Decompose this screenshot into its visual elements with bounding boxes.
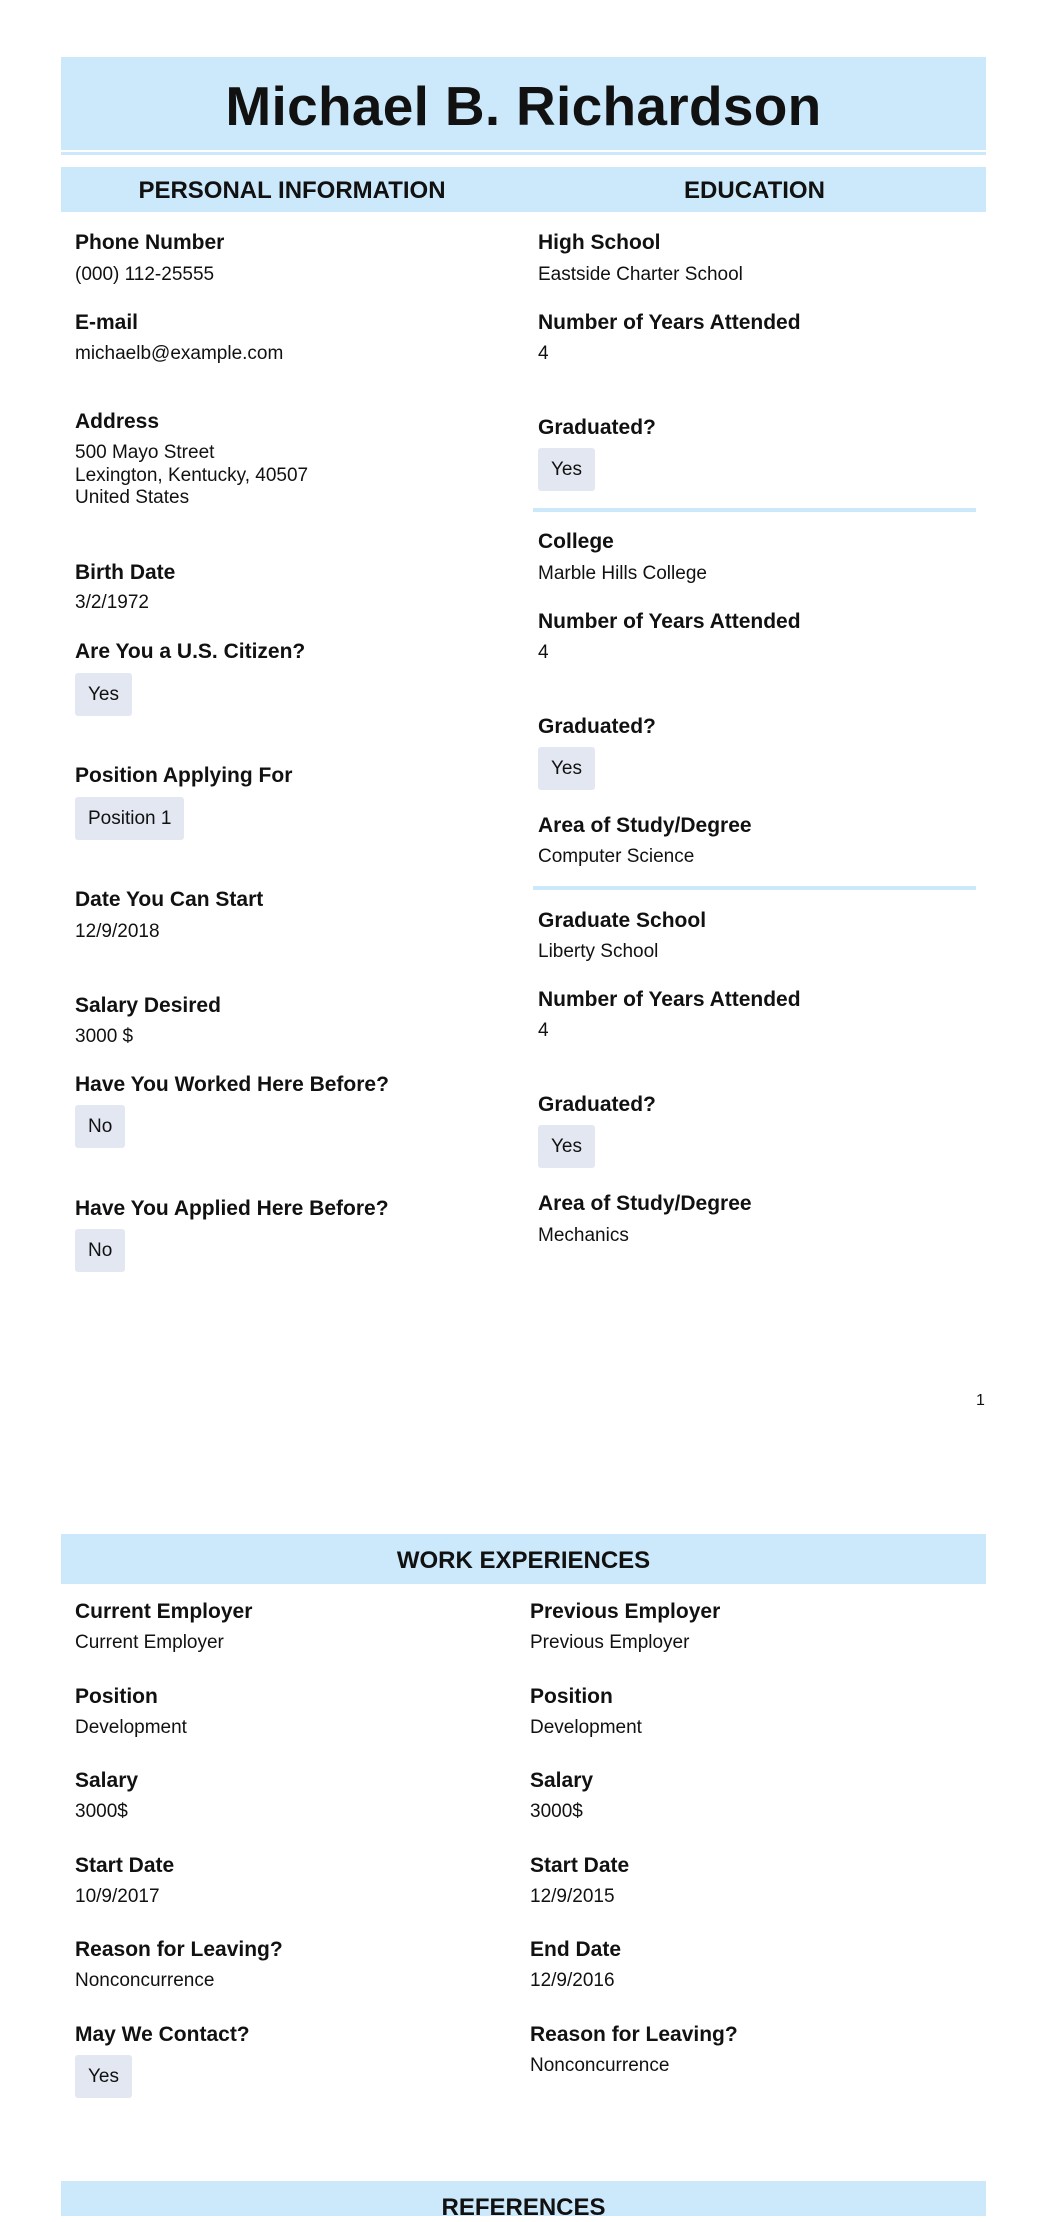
applicant-name: Michael B. Richardson — [225, 75, 822, 137]
salary-desired-label: Salary Desired — [75, 994, 221, 1017]
applied-before-chip: No — [75, 1229, 125, 1272]
hs-years-label: Number of Years Attended — [538, 311, 801, 334]
current-employer-value: Current Employer — [75, 1632, 224, 1653]
section-header-row — [61, 167, 986, 212]
current-reason-label: Reason for Leaving? — [75, 1938, 283, 1961]
may-contact-label: May We Contact? — [75, 2023, 250, 2046]
previous-end-value: 12/9/2016 — [530, 1970, 615, 1991]
birth-date-value: 3/2/1972 — [75, 592, 149, 613]
email-value: michaelb@example.com — [75, 343, 284, 364]
education-divider — [533, 508, 976, 512]
gs-area-label: Area of Study/Degree — [538, 1192, 752, 1215]
graduate-school-label: Graduate School — [538, 909, 707, 932]
previous-end-label: End Date — [530, 1938, 622, 1961]
previous-salary-value: 3000$ — [530, 1801, 583, 1822]
education-divider — [533, 886, 976, 890]
worked-before-label: Have You Worked Here Before? — [75, 1073, 389, 1096]
work-experiences-heading: WORK EXPERIENCES — [396, 1547, 651, 1574]
high-school-value: Eastside Charter School — [538, 264, 743, 285]
college-value: Marble Hills College — [538, 563, 707, 584]
college-area-value: Computer Science — [538, 846, 695, 867]
phone-value: (000) 112-25555 — [75, 264, 215, 285]
college-area-label: Area of Study/Degree — [538, 814, 752, 837]
worked-before-chip: No — [75, 1105, 125, 1148]
college-label: College — [538, 530, 614, 553]
applied-before-label: Have You Applied Here Before? — [75, 1197, 389, 1220]
college-graduated-label: Graduated? — [538, 715, 656, 738]
college-graduated-chip: Yes — [538, 747, 595, 790]
current-position-label: Position — [75, 1685, 158, 1708]
gs-graduated-label: Graduated? — [538, 1093, 656, 1116]
start-date-label: Date You Can Start — [75, 888, 264, 911]
citizen-label: Are You a U.S. Citizen? — [75, 640, 306, 663]
previous-position-value: Development — [530, 1717, 642, 1738]
address-label: Address — [75, 410, 160, 433]
gs-graduated-chip: Yes — [538, 1125, 595, 1168]
current-start-label: Start Date — [75, 1854, 175, 1877]
references-banner — [61, 2181, 986, 2221]
header-banner — [61, 57, 986, 150]
previous-employer-value: Previous Employer — [530, 1632, 690, 1653]
gs-area-value: Mechanics — [538, 1225, 629, 1246]
page-number: 1 — [976, 1392, 985, 1409]
college-years-label: Number of Years Attended — [538, 610, 801, 633]
previous-reason-value: Nonconcurrence — [530, 2055, 670, 2076]
hs-years-value: 4 — [538, 343, 549, 364]
current-position-value: Development — [75, 1717, 187, 1738]
header-divider — [61, 152, 986, 155]
start-date-value: 12/9/2018 — [75, 921, 160, 942]
birth-date-label: Birth Date — [75, 561, 176, 584]
current-employer-label: Current Employer — [75, 1600, 253, 1623]
salary-desired-value: 3000 $ — [75, 1026, 134, 1047]
citizen-chip: Yes — [75, 673, 132, 716]
current-start-value: 10/9/2017 — [75, 1886, 160, 1907]
previous-start-value: 12/9/2015 — [530, 1886, 615, 1907]
phone-label: Phone Number — [75, 231, 225, 254]
address-value: 500 Mayo Street Lexington, Kentucky, 40507 United States — [75, 442, 309, 508]
graduate-school-value: Liberty School — [538, 941, 659, 962]
gs-years-label: Number of Years Attended — [538, 988, 801, 1011]
references-heading: REFERENCES — [441, 2194, 606, 2221]
high-school-label: High School — [538, 231, 661, 254]
may-contact-chip: Yes — [75, 2055, 132, 2098]
position-applying-chip: Position 1 — [75, 797, 184, 840]
education-heading: EDUCATION — [684, 177, 825, 204]
previous-start-label: Start Date — [530, 1854, 630, 1877]
position-applying-label: Position Applying For — [75, 764, 293, 787]
current-salary-label: Salary — [75, 1769, 139, 1792]
hs-graduated-label: Graduated? — [538, 416, 656, 439]
previous-reason-label: Reason for Leaving? — [530, 2023, 738, 2046]
previous-salary-label: Salary — [530, 1769, 594, 1792]
personal-information-heading: PERSONAL INFORMATION — [138, 177, 446, 204]
current-salary-value: 3000$ — [75, 1801, 128, 1822]
current-reason-value: Nonconcurrence — [75, 1970, 215, 1991]
college-years-value: 4 — [538, 642, 549, 663]
previous-employer-label: Previous Employer — [530, 1600, 721, 1623]
email-label: E-mail — [75, 311, 139, 334]
hs-graduated-chip: Yes — [538, 448, 595, 491]
work-experiences-banner — [61, 1534, 986, 1584]
gs-years-value: 4 — [538, 1020, 549, 1041]
previous-position-label: Position — [530, 1685, 613, 1708]
